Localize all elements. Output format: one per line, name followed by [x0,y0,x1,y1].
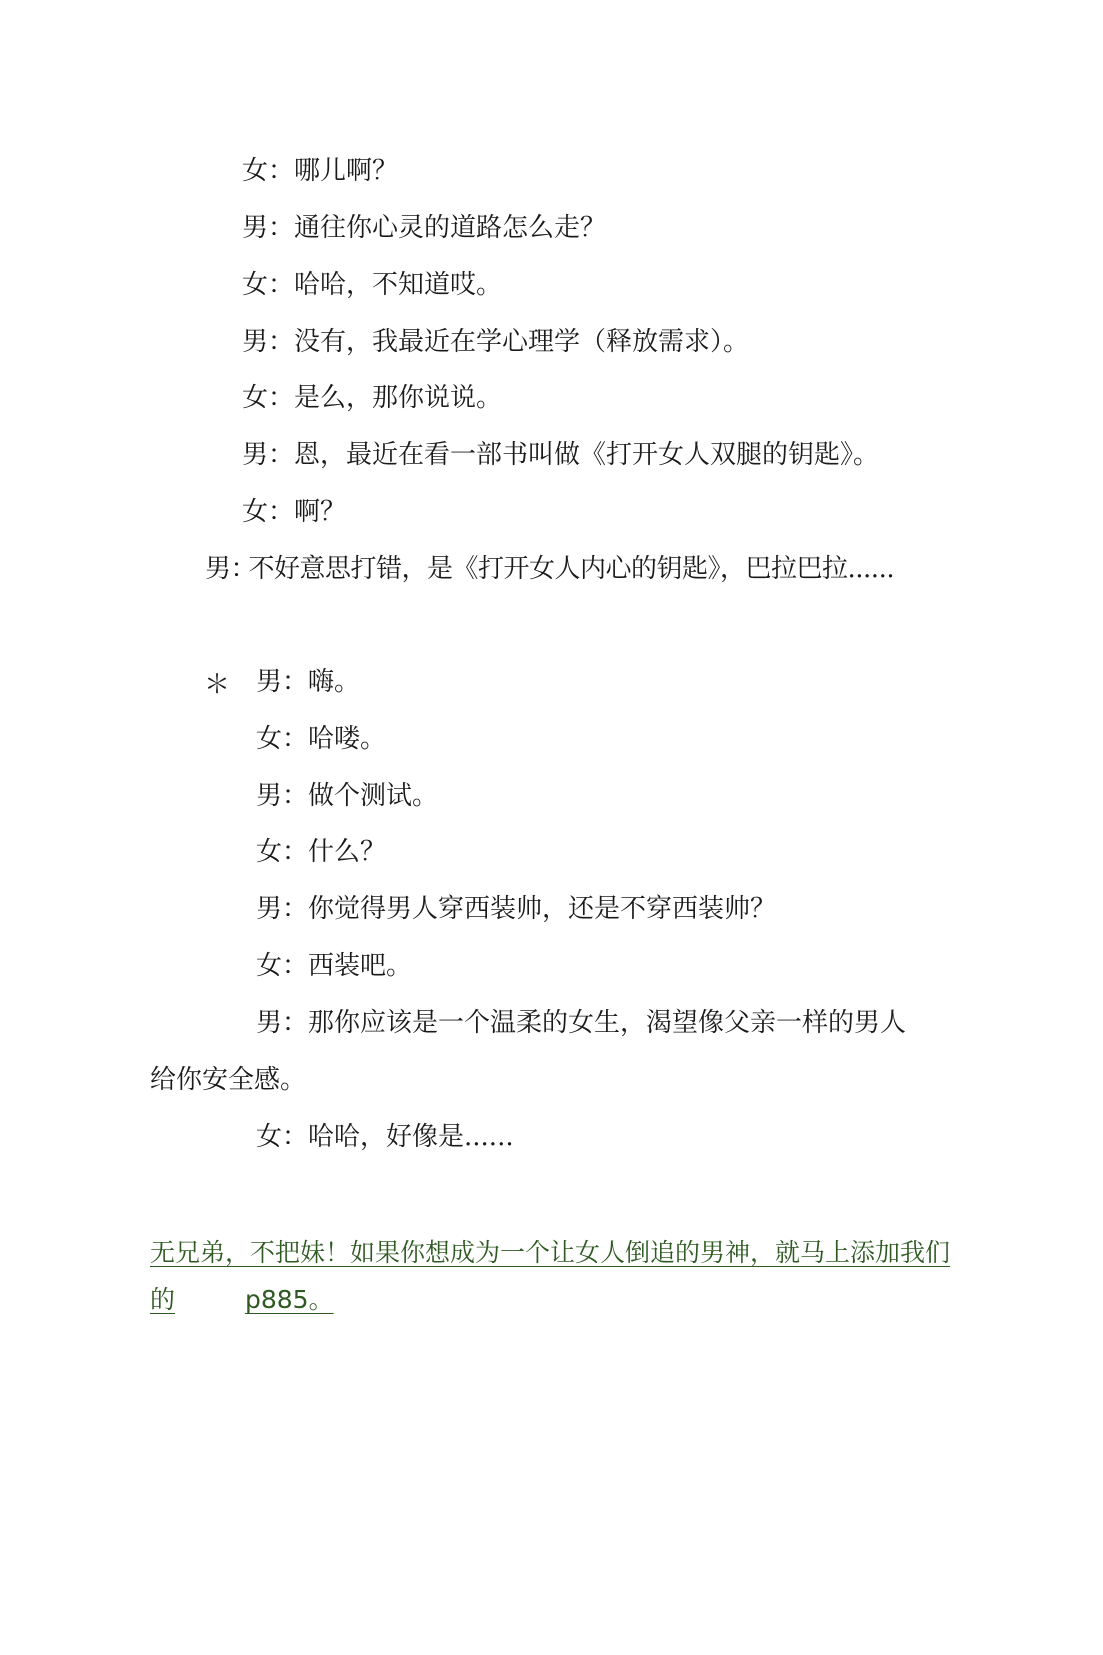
dialogue-text: 恩，最近在看一部书叫做《打开女人双腿的钥匙》。 [294,440,880,470]
speaker-label: 女 [242,383,269,413]
promo-text-prefix: 的 [150,1285,176,1314]
speaker-colon: ： [230,554,257,584]
speaker-label: 女 [256,1122,283,1152]
dialogue-text: 啊？ [294,497,347,527]
promo-line-2 [150,1283,334,1317]
dialogue-line [242,381,502,415]
dialogue-line [256,949,412,983]
dialogue-line [256,665,360,699]
dialogue-text: 嗨。 [308,667,361,697]
promo-text: 无兄弟，不把妹！如果你想成为一个让女人倒追的男神，就马上添加我们 [150,1238,951,1267]
speaker-colon: ： [282,1122,309,1152]
dialogue-line [242,154,398,188]
promo-line-1 [150,1236,950,1270]
dialogue-text: 哈哈，好像是...... [308,1122,514,1152]
dialogue-text: 什么？ [308,837,387,867]
dialogue-text: 通往你心灵的道路怎么走？ [294,213,607,243]
dialogue-line [256,835,386,869]
dialogue-line [242,268,502,302]
speaker-colon: ： [268,327,295,357]
speaker-colon: ： [282,951,309,981]
speaker-colon: ： [282,724,309,754]
speaker-colon: ： [282,1008,309,1038]
dialogue-text: 西装吧。 [308,951,413,981]
dialogue-line [256,722,386,756]
speaker-colon: ： [268,440,295,470]
dialogue-text: 你觉得男人穿西装帅，还是不穿西装帅？ [308,894,777,924]
speaker-colon: ： [282,781,309,811]
dialogue-text: 是么，那你说说。 [294,383,503,413]
speaker-label: 男 [256,667,283,697]
speaker-colon: ： [268,383,295,413]
speaker-colon: ： [282,894,309,924]
speaker-label: 女 [256,951,283,981]
speaker-label: 女 [256,724,283,754]
dialogue-line [256,892,776,926]
dialogue-text: 做个测试。 [308,781,439,811]
speaker-label: 男 [256,894,283,924]
speaker-label: 男 [242,440,269,470]
speaker-label: 女 [242,497,269,527]
speaker-colon: ： [268,213,295,243]
dialogue-line [242,211,606,245]
dialogue-text: 哈哈，不知道哎。 [294,270,503,300]
dialogue-text: 不好意思打错，是《打开女人内心的钥匙》，巴拉巴拉...... [248,554,895,584]
speaker-colon: ： [282,667,309,697]
dialogue-text: 哈喽。 [308,724,387,754]
speaker-label: 男 [242,213,269,243]
promo-contact-link[interactable]: p885。 [245,1285,334,1314]
speaker-colon: ： [268,270,295,300]
speaker-label: 男 [256,1008,283,1038]
dialogue-line [205,552,894,586]
speaker-label: 女 [242,270,269,300]
speaker-colon: ： [268,156,295,186]
dialogue-line [150,1063,306,1097]
speaker-colon: ： [282,837,309,867]
speaker-label: 男 [205,554,231,584]
speaker-label: 女 [242,156,269,186]
speaker-label: 女 [256,837,283,867]
dialogue-text: 没有，我最近在学心理学（释放需求）。 [294,327,750,357]
speaker-colon: ： [268,497,295,527]
dialogue-line [242,325,749,359]
dialogue-line [256,779,438,813]
dialogue-line [256,1006,906,1040]
dialogue-line [242,495,346,529]
dialogue-text: 给你安全感。 [150,1065,307,1095]
speaker-label: 男 [256,781,283,811]
dialogue-text: 哪儿啊？ [294,156,399,186]
dialogue-text: 那你应该是一个温柔的女生，渴望像父亲一样的男人 [308,1008,907,1038]
dialogue-line [256,1120,514,1154]
section-marker: ＊ [204,670,231,700]
dialogue-line [242,438,879,472]
speaker-label: 男 [242,327,269,357]
